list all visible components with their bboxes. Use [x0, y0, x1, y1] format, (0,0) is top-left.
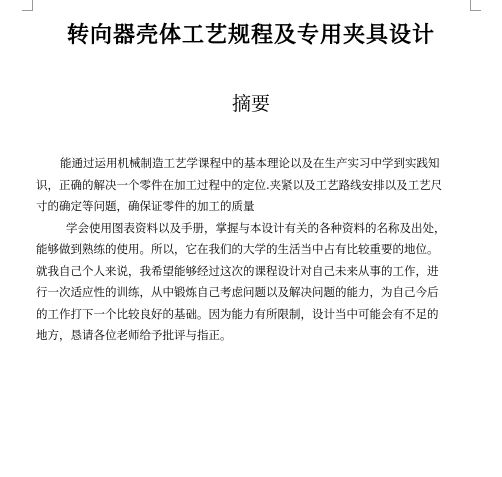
crop-mark-top-left [22, 0, 33, 11]
paragraph-2-line-5: 的工作打下一个比较良好的基础。因为能力有所限制，设计当中可能会有不足的 [36, 306, 439, 321]
paragraph-1-line-1: 能通过运用机械制造工艺学课程中的基本理论以及在生产实习中学到实践知 [60, 156, 440, 170]
document-title: 转向器壳体工艺规程及专用夹具设计 [66, 22, 435, 48]
paragraph-2-line-1: 学会使用图表资料以及手册，掌握与本设计有关的各种资料的名称及出处， [66, 220, 446, 235]
paragraph-1-line-3: 寸的确定等问题，确保证零件的加工的质量 [36, 199, 255, 213]
paragraph-2-line-4: 行一次适应性的训练，从中锻炼自己考虑问题以及解决问题的能力，为自己今后 [36, 285, 439, 299]
paragraph-2-line-3: 就我自己个人来说，我希望能够经过这次的课程设计对自己未来从事的工作，进 [36, 263, 439, 278]
paragraph-2-line-6: 地方，恳请各位老师给予批评与指正。 [36, 328, 232, 342]
section-heading-abstract: 摘要 [231, 93, 270, 115]
abstract-body [36, 153, 472, 347]
paragraph-2-line-2: 能够做到熟练的使用。所以，它在我们的大学的生活当中占有比较重要的地位。 [36, 242, 439, 256]
paragraph-1-line-2: 识，正确的解决一个零件在加工过程中的定位.夹紧以及工艺路线安排以及工艺尺 [36, 177, 443, 192]
crop-mark-top-right [470, 0, 481, 11]
